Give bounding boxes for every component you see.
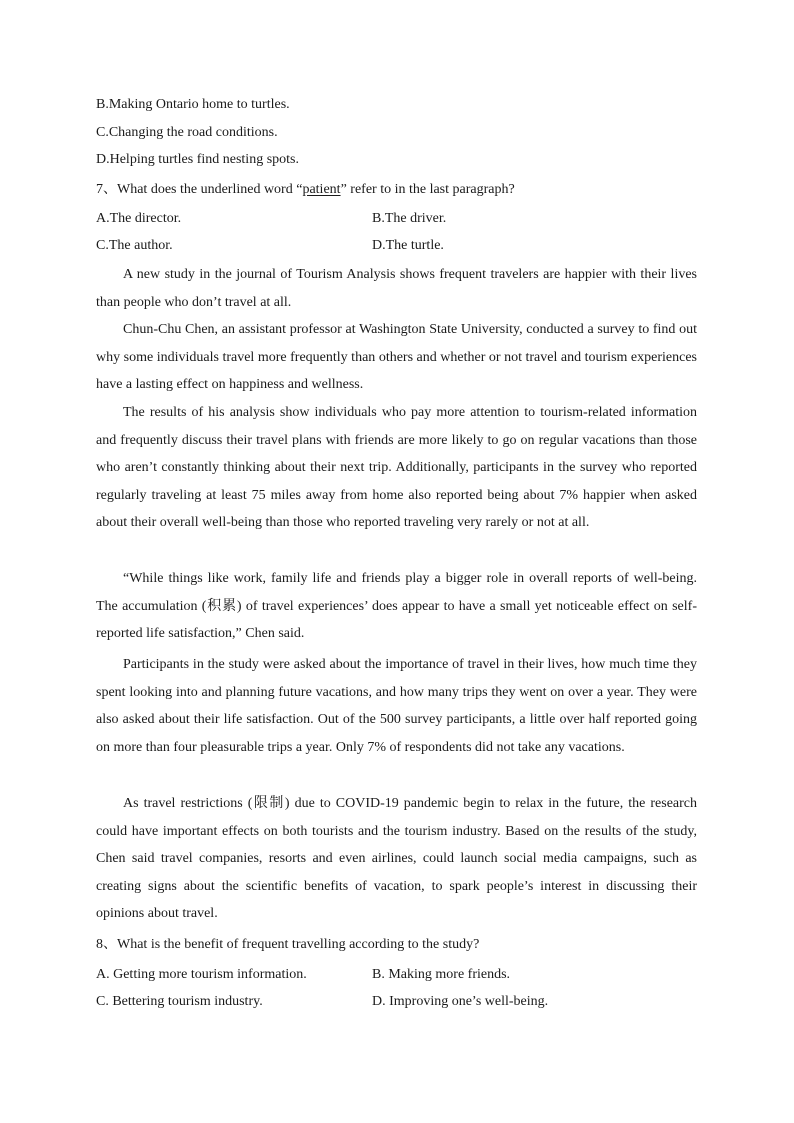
q8-option-b: B. Making more friends. xyxy=(372,967,511,982)
q7-option-b: B.The driver. xyxy=(372,211,447,226)
q7-option-c: C.The author. xyxy=(96,238,173,253)
q8-option-c: C. Bettering tourism industry. xyxy=(96,994,263,1009)
option-b-previous: B.Making Ontario home to turtles. xyxy=(96,97,290,112)
passage-paragraph-5: Participants in the study were asked about the importance of travel in their lives, how much time they spent looking into and planning future vacations, and how many trips they went on over a year. They were also asked about their life satisfaction. Out of the 500 survey participants, a little over half reported going on more than four pleasurable trips a year. Only 7% of respondents did not take any vacations. xyxy=(96,657,697,755)
q8-option-d: D. Improving one’s well-being. xyxy=(372,994,549,1009)
passage-paragraph-3: The results of his analysis show individuals who pay more attention to tourism-related information and frequently discuss their travel plans with friends are more likely to go on regular vacations than those who aren’t constantly thinking about their next trip. Additionally, participants in the survey who reported regularly traveling at least 75 miles away from home also reported being about 7% happier when asked about their overall well-being than those who reported traveling very rarely or not at all. xyxy=(96,405,697,531)
passage-paragraph-6: As travel restrictions (限制) due to COVID-19 pandemic begin to relax in the future, the research could have important effects on both tourists and the tourism industry. Based on the results of the study, Chen said travel companies, resorts and even airlines, could launch social media campaigns, such as creating signs about the scientific benefits of vacation, to spark people’s interest in discussing their opinions about travel. xyxy=(96,796,697,922)
question-7-prefix: 7、What does the underlined word “ xyxy=(96,182,303,197)
q8-option-a: A. Getting more tourism information. xyxy=(96,967,307,982)
underlined-word: patient xyxy=(302,182,341,197)
passage-paragraph-2: Chun-Chu Chen, an assistant professor at Washington State University, conducted a survey to find out why some individuals travel more frequently than others and whether or not travel and tourism experiences have a lasting effect on happiness and wellness. xyxy=(96,322,697,393)
question-7 xyxy=(96,180,515,200)
option-c-previous: C.Changing the road conditions. xyxy=(96,125,278,140)
passage-paragraph-1: A new study in the journal of Tourism Analysis shows frequent travelers are happier with their lives than people who don’t travel at all. xyxy=(96,267,697,310)
passage-paragraph-4: “While things like work, family life and friends play a bigger role in overall reports of well-being. The accumulation (积累) of travel experiences’ does appear to have a small yet noticeable effect on self-reported life satisfaction,” Chen said. xyxy=(96,571,697,642)
q7-option-a: A.The director. xyxy=(96,211,182,226)
question-7-suffix: ” refer to in the last paragraph? xyxy=(340,182,515,197)
q7-option-d: D.The turtle. xyxy=(372,238,444,253)
option-d-previous: D.Helping turtles find nesting spots. xyxy=(96,152,299,167)
question-8: 8、What is the benefit of frequent travelling according to the study? xyxy=(96,937,480,952)
